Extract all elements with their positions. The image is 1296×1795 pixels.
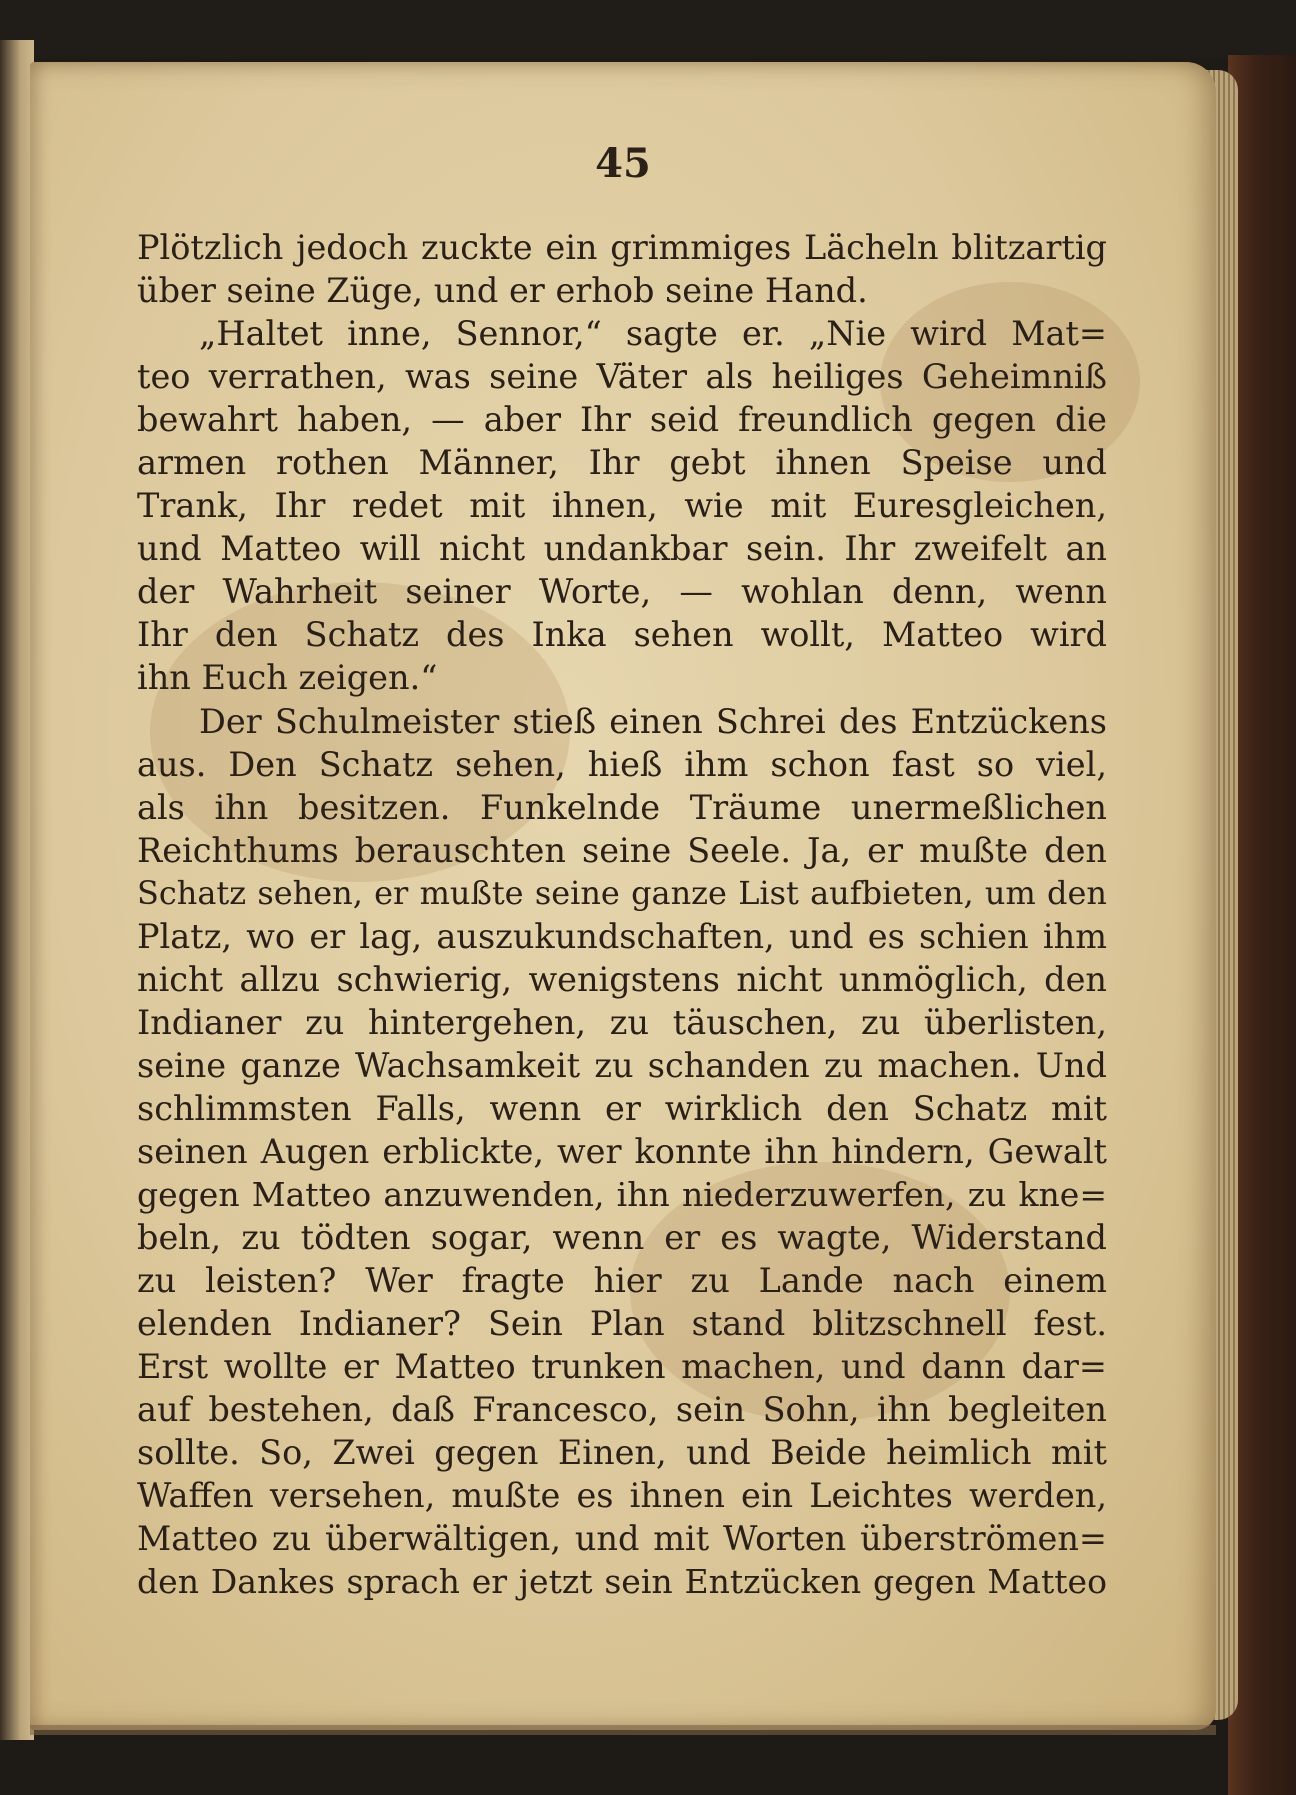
text-line: sollte. So, Zwei gegen Einen, und Beide heimlich mit: [137, 1433, 1107, 1473]
text-line: armen rothen Männer, Ihr gebt ihnen Speise und: [137, 443, 1107, 483]
text-line: auf bestehen, daß Francesco, sein Sohn, ihn begleiten: [137, 1390, 1107, 1430]
text-line: Platz, wo er lag, auszukundschaften, und es schien ihm: [137, 916, 1107, 956]
text-line: Plötzlich jedoch zuckte ein grimmiges Lächeln blitzartig: [137, 228, 1107, 267]
text-line: Ihr den Schatz des Inka sehen wollt, Matteo wird: [137, 615, 1107, 655]
scan-background: [0, 0, 1296, 58]
text-line: Trank, Ihr redet mit ihnen, wie mit Euresgleichen,: [137, 486, 1107, 526]
text-line: „Haltet inne, Sennor,“ sagte er. „Nie wird Mat=: [199, 314, 1107, 354]
text-line: seinen Augen erblickte, wer konnte ihn hindern, Gewalt: [137, 1131, 1107, 1171]
text-line: Schatz sehen, er mußte seine ganze List aufbieten, um den: [137, 873, 1107, 912]
body-text: [137, 226, 1107, 1604]
text-line: aus. Den Schatz sehen, hieß ihm schon fast so viel,: [137, 744, 1107, 784]
text-line: zu leisten? Wer fragte hier zu Lande nach einem: [137, 1261, 1107, 1301]
text-line: Der Schulmeister stieß einen Schrei des Entzückens: [199, 701, 1107, 741]
text-line: nicht allzu schwierig, wenigstens nicht unmöglich, den: [137, 959, 1107, 999]
text-line: Indianer zu hintergehen, zu täuschen, zu überlisten,: [137, 1002, 1107, 1042]
text-line: den Dankes sprach er jetzt sein Entzücken gegen Matteo: [137, 1562, 1107, 1602]
text-line: Erst wollte er Matteo trunken machen, und dann dar=: [137, 1347, 1107, 1387]
book-spine: [0, 40, 34, 1740]
text-line: Waffen versehen, mußte es ihnen ein Leichtes werden,: [137, 1476, 1107, 1516]
text-line: beln, zu tödten sogar, wenn er es wagte, Widerstand: [137, 1218, 1107, 1258]
page-number: 45: [595, 140, 651, 187]
page-bottom-edge: [30, 1725, 1216, 1735]
text-line: Matteo zu überwältigen, und mit Worten überströmen=: [137, 1519, 1107, 1559]
text-line: teo verrathen, was seine Väter als heiliges Geheimniß: [137, 357, 1107, 397]
book-page: [30, 62, 1216, 1730]
text-line: elenden Indianer? Sein Plan stand blitzschnell fest.: [137, 1304, 1107, 1344]
book-cover-edge: [1228, 55, 1296, 1795]
text-line: der Wahrheit seiner Worte, — wohlan denn, wenn: [137, 572, 1107, 612]
text-line: schlimmsten Falls, wenn er wirklich den Schatz mit: [137, 1088, 1107, 1128]
text-line: bewahrt haben, — aber Ihr seid freundlich gegen die: [137, 400, 1107, 440]
text-line: Reichthums berauschten seine Seele. Ja, er mußte den: [137, 830, 1107, 870]
text-line: über seine Züge, und er erhob seine Hand.: [137, 271, 868, 311]
text-line: seine ganze Wachsamkeit zu schanden zu machen. Und: [137, 1045, 1107, 1085]
text-line: als ihn besitzen. Funkelnde Träume unermeßlichen: [137, 787, 1107, 827]
text-line: und Matteo will nicht undankbar sein. Ihr zweifelt an: [137, 529, 1107, 569]
text-line: ihn Euch zeigen.“: [137, 658, 438, 698]
text-line: gegen Matteo anzuwenden, ihn niederzuwerfen, zu kne=: [137, 1175, 1107, 1215]
